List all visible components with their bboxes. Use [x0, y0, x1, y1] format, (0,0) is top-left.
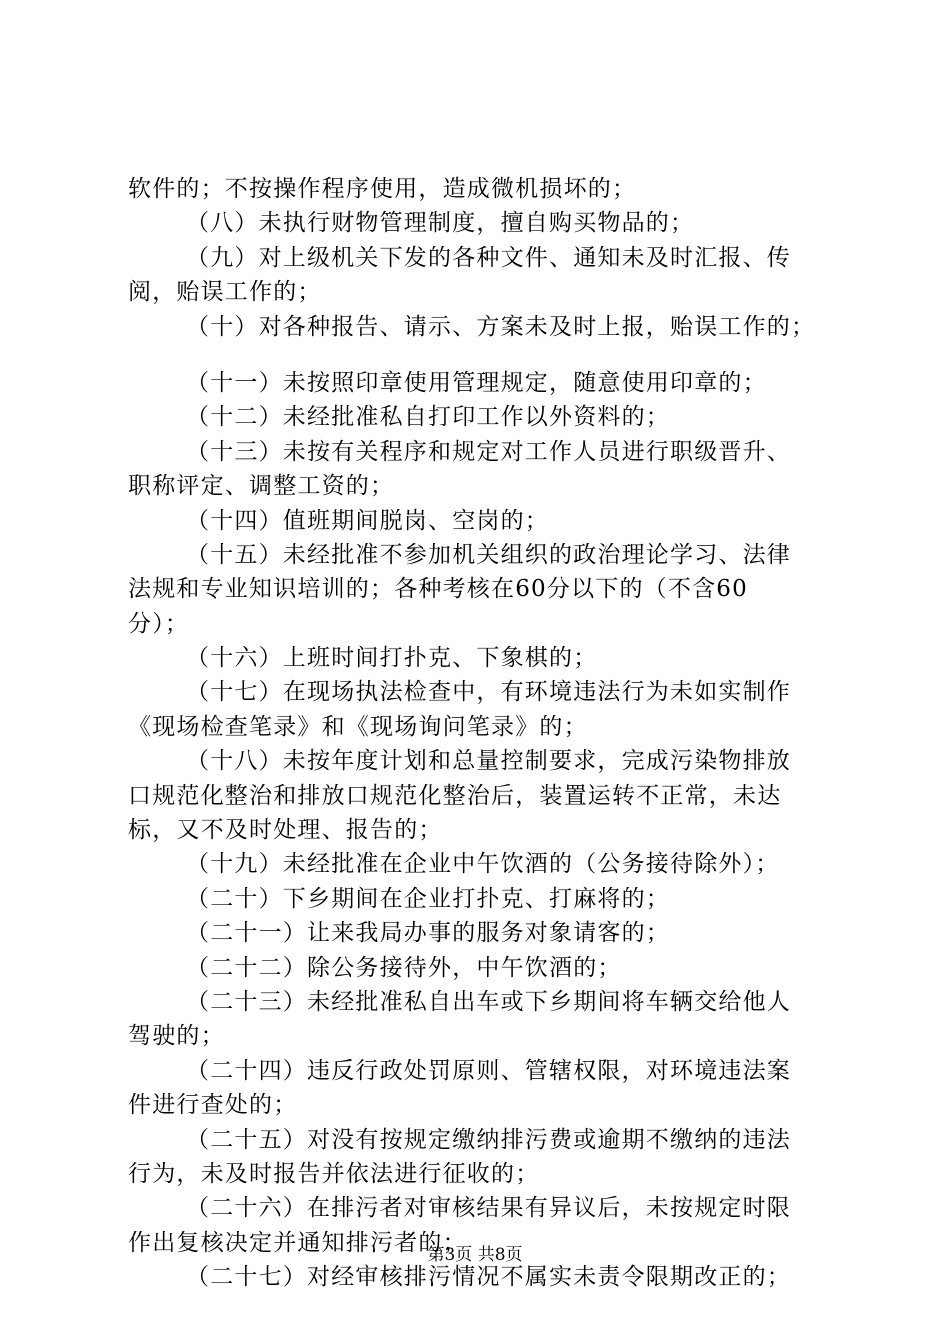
text-line: 驾驶的；	[128, 1023, 225, 1050]
text-line: 职称评定、调整工资的；	[128, 473, 395, 500]
text-line: （十四）值班期间脱岗、空岗的；	[186, 507, 549, 534]
paragraph-gap	[128, 344, 828, 366]
text-line: 法规和专业知识培训的；各种考核在60分以下的（不含60	[128, 576, 748, 603]
document-body	[128, 172, 828, 1295]
text-line: （十五）未经批准不参加机关组织的政治理论学习、法律	[186, 541, 791, 568]
text-line: 行为，未及时报告并依法进行征收的；	[128, 1160, 540, 1187]
text-line: 口规范化整治和排放口规范化整治后，装置运转不正常，未达	[128, 782, 782, 809]
text-line: （二十五）对没有按规定缴纳排污费或逾期不缴纳的违法	[186, 1126, 791, 1153]
text-line: （九）对上级机关下发的各种文件、通知未及时汇报、传	[186, 244, 791, 271]
text-line: （十八）未按年度计划和总量控制要求，完成污染物排放	[186, 748, 791, 775]
text-line: （十一）未按照印章使用管理规定，随意使用印章的；	[186, 369, 767, 396]
text-line: （二十）下乡期间在企业打扑克、打麻将的；	[186, 885, 670, 912]
text-line: （十）对各种报告、请示、方案未及时上报，贻误工作的；	[186, 313, 816, 340]
text-line: 作出复核决定并通知排污者的；	[128, 1229, 467, 1256]
text-line: 《现场检查笔录》和《现场询问笔录》的；	[128, 713, 588, 740]
text-line: （二十四）违反行政处罚原则、管辖权限，对环境违法案	[186, 1057, 791, 1084]
text-line: 标，又不及时处理、报告的；	[128, 817, 443, 844]
text-line: 分）；	[128, 610, 190, 637]
text-line: （二十六）在排污者对审核结果有异议后，未按规定时限	[186, 1195, 791, 1222]
page-number-footer: 第3页 共8页	[427, 1245, 523, 1265]
text-line: 阅，贻误工作的；	[128, 279, 322, 306]
text-line: （二十一）让来我局办事的服务对象请客的；	[186, 920, 670, 947]
text-line: 件进行查处的；	[128, 1092, 298, 1119]
text-line: （十六）上班时间打扑克、下象棋的；	[186, 645, 598, 672]
text-line: （八）未执行财物管理制度，擅自购买物品的；	[186, 210, 695, 237]
text-line: （十七）在现场执法检查中，有环境违法行为未如实制作	[186, 679, 791, 706]
text-line: （十三）未按有关程序和规定对工作人员进行职级晋升、	[186, 438, 791, 465]
text-line: （十九）未经批准在企业中午饮酒的（公务接待除外）；	[186, 851, 780, 878]
text-line: （十二）未经批准私自打印工作以外资料的；	[186, 404, 670, 431]
text-line: （二十三）未经批准私自出车或下乡期间将车辆交给他人	[186, 988, 791, 1015]
text-line: （二十七）对经审核排污情况不属实未责令限期改正的；	[186, 1264, 791, 1291]
text-line: （二十二）除公务接待外，中午饮酒的；	[186, 954, 622, 981]
text-line: 软件的；不按操作程序使用，造成微机损坏的；	[128, 176, 637, 202]
